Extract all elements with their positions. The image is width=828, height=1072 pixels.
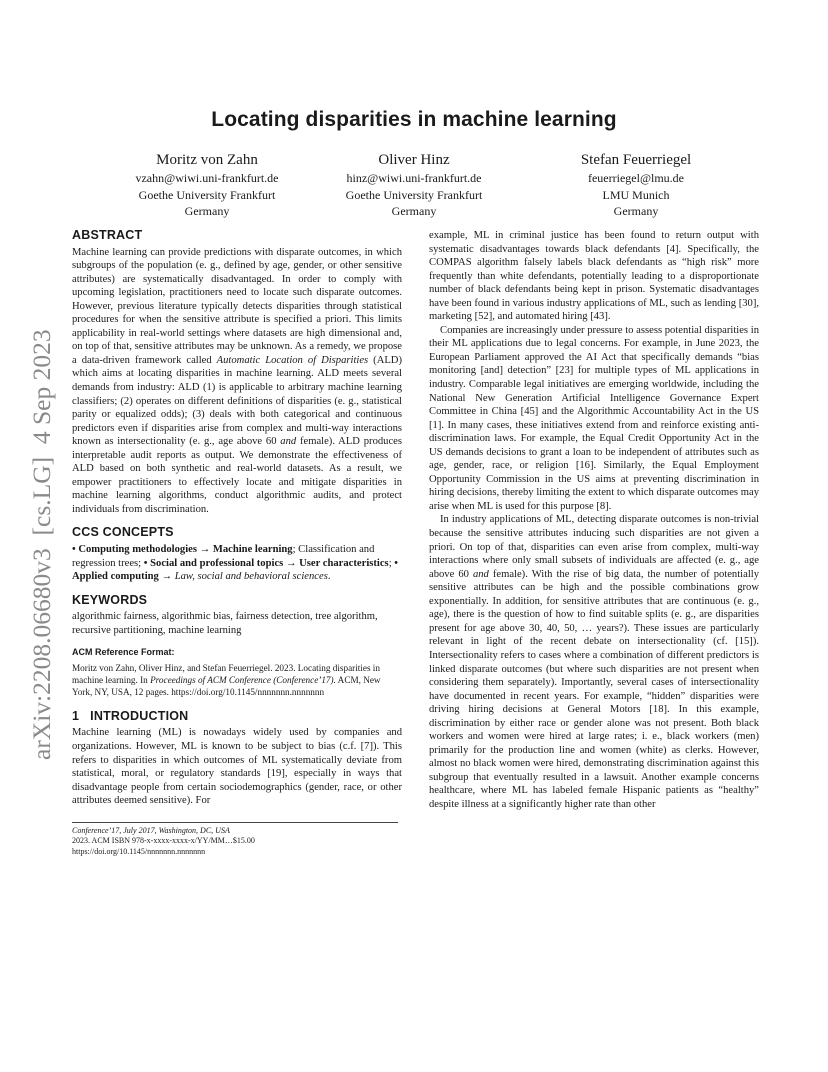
author-country: Germany	[613, 204, 659, 218]
author-name: Stefan Feuerriegel	[580, 152, 692, 168]
keywords-section	[72, 594, 402, 638]
intro-paragraph-legal: Companies are increasingly under pressure to assess potential disparities in their ML applications due to legal concerns. For example, in June 2023, the European Parliament approved the AI Act that specifically demands “bias monitoring [and] detection” [23] for multiple types of ML applications in industry. Comparable legal initiatives are emerging worldwide, including the National New Generation Artificial Intelligence Governance Expert Committee in China [45] and the Algorithmic Accountability Act in the US [1]. In many cases, these initiatives extend from and reinforce existing anti-discrimination laws. For example, the Equal Credit Opportunity Act in the US demands decisions to grant a loan to be independent of attributes such as age, gender, race, or religion [16]. Similarly, the Equal Employment Opportunity Commission in the US aims at preventing discrimination in hiring decisions, thereby limiting the extent to which disparate outcomes may arise when ML is used for this purpose [8].	[429, 324, 759, 512]
footnote-doi: https://doi.org/10.1145/nnnnnnn.nnnnnnn	[72, 846, 206, 856]
author-country: Germany	[391, 204, 437, 218]
footnote-conference: Conference’17, July 2017, Washington, DC, USA	[72, 825, 230, 835]
reference-format-heading: ACM Reference Format:	[72, 647, 175, 658]
author-affiliation: LMU Munich	[602, 187, 670, 202]
author-email: hinz@wiwi.uni-frankfurt.de	[346, 171, 482, 185]
intro-paragraph-detection: In industry applications of ML, detecting disparate outcomes is non-trivial because the sensitive attributes inducing such disparities are not given a priori. On top of that, disparities can even arise from complex, multi-way interactions where only small subsets of individuals are affected (e. g., age above 60 and female). With the rise of big data, the number of potentially sensitive attributes can be high and the possible combinations grow exponentially. In addition, for sensitive attributes that are continuous (e. g., age), there is the question of how to find suitable splits (e. g., are disparities present for age above 30, 40, 50, … years?). These issues are particularly relevant in light of the recent debate on intersectionality (cf. [15]). Intersectionality refers to cases where a combination of different predictors is linked disparate outcomes (but where such disparities are not present when considering them separately). Importantly, several cases of intersectionality have documented in recent years. For example, “hidden” disparities were driving hiring decisions at General Motors [18]. In this example, discrimination by either race or gender alone was not present. Both black workers and women were hired at large rates; i. e., black workers (men) primarily for the production line and women (white) as clerks. However, almost no black women were hired, demonstrating discrimination against this subgroup that eventually resulted in a lawsuit. Another example concerns healthcare, where ML has labeled female Hispanic patients as “healthy” despite illness at a significantly higher rate than other	[429, 514, 760, 810]
author-email: vzahn@wiwi.uni-frankfurt.de	[135, 171, 279, 185]
author-email: feuerriegel@lmu.de	[587, 171, 684, 185]
intro-paragraph-continued: example, ML in criminal justice has been found to return output with systematic disadvantages towards black defendants [4]. Specifically, the COMPAS algorithm falsely labels black defendants as “high risk” more frequently than white defendants, potentially leading to a disproportionate number of black defendants being kept in prison. Systematic disadvantages have been found in various industry applications of ML, such as lending [30], marketing [52], and automated hiring [43].	[429, 230, 759, 323]
ccs-text: • Computing methodologies → Machine learning; Classification and regression trees; • Social and professional topics → User characteristics; • Applied computing → Law, social and behavioral sciences.	[72, 544, 398, 583]
footnote-divider	[72, 822, 398, 823]
author-2	[304, 150, 524, 220]
right-column	[429, 229, 759, 812]
ccs-section	[72, 526, 402, 583]
footnote	[72, 826, 402, 858]
keywords-heading: KEYWORDS	[72, 592, 148, 607]
author-affiliation: Goethe University Frankfurt	[345, 187, 483, 202]
introduction-section	[72, 710, 402, 808]
introduction-paragraph: Machine learning (ML) is nowadays widely used by companies and organizations. However, ML is known to be subject to bias (c.f. [7]). This refers to disparities in which outcomes of ML systematically deviate from statistical, moral, or regulatory standards [19], especially in ways that disadvantage people from certain sociodemographics (gender, race, or other attributes deemed sensitive). For	[72, 727, 402, 807]
paper-title: Locating disparities in machine learning	[211, 108, 617, 131]
arxiv-identifier-text: arXiv:2208.06680v3 [cs.LG] 4 Sep 2023	[27, 329, 56, 760]
abstract-text: Machine learning can provide predictions with disparate outcomes, in which subgroups of the population (e. g., defined by age, gender, or other sensitive attributes) are systematically disadvantaged. In order to comply with upcoming legislation, practitioners need to locate such disparate outcomes. However, previous literature typically detects disparities through statistical procedures for when the sensitive attribute is specified a priori. This limits applicability in real-world settings where datasets are high dimensional and, on top of that, sensitive attributes may be unknown. As a remedy, we propose a data-driven framework called Automatic Location of Disparities (ALD) which aims at locating disparities in machine learning. ALD meets several demands from industry: ALD (1) is applicable to arbitrary machine learning classifiers; (2) operates on different definitions of disparities (e. g., statistical parity or equalized odds); (3) deals with both categorical and continuous predictors even if disparities arise from complex and multi-way interactions known as intersectionality (e. g., age above 60 and female). ALD produces interpretable audit reports as output. We demonstrate the effectiveness of ALD based on both synthetic and real-world datasets. As a result, we empower practitioners to effectively locate and mitigate disparities in machine learning algorithms, conduct algorithmic audits, and protect individuals from discrimination.	[72, 246, 402, 515]
author-affiliation: Goethe University Frankfurt	[138, 187, 276, 202]
author-country: Germany	[184, 204, 230, 218]
arxiv-identifier-stamp	[4, 290, 78, 770]
abstract-heading: ABSTRACT	[72, 228, 143, 242]
author-1	[97, 150, 317, 220]
author-name: Moritz von Zahn	[156, 152, 258, 168]
ccs-heading: CCS CONCEPTS	[72, 525, 174, 540]
reference-format-text: Moritz von Zahn, Oliver Hinz, and Stefan Feuerriegel. 2023. Locating disparities in machine learning. In Proceedings of ACM Conference (Conference’17). ACM, New York, NY, USA, 12 pages. https://doi.org/10.1145/nnnnnnn.nnnnnnn	[72, 662, 381, 697]
author-3	[526, 150, 746, 220]
author-name: Oliver Hinz	[378, 152, 450, 168]
footnote-isbn: 2023. ACM ISBN 978-x-xxxx-xxxx-x/YY/MM…$15.00	[72, 836, 255, 846]
introduction-heading: 1 INTRODUCTION	[72, 708, 189, 723]
keywords-text: algorithmic fairness, algorithmic bias, fairness detection, tree algorithm, recursive partitioning, machine learning	[72, 611, 378, 636]
left-column	[72, 229, 402, 857]
